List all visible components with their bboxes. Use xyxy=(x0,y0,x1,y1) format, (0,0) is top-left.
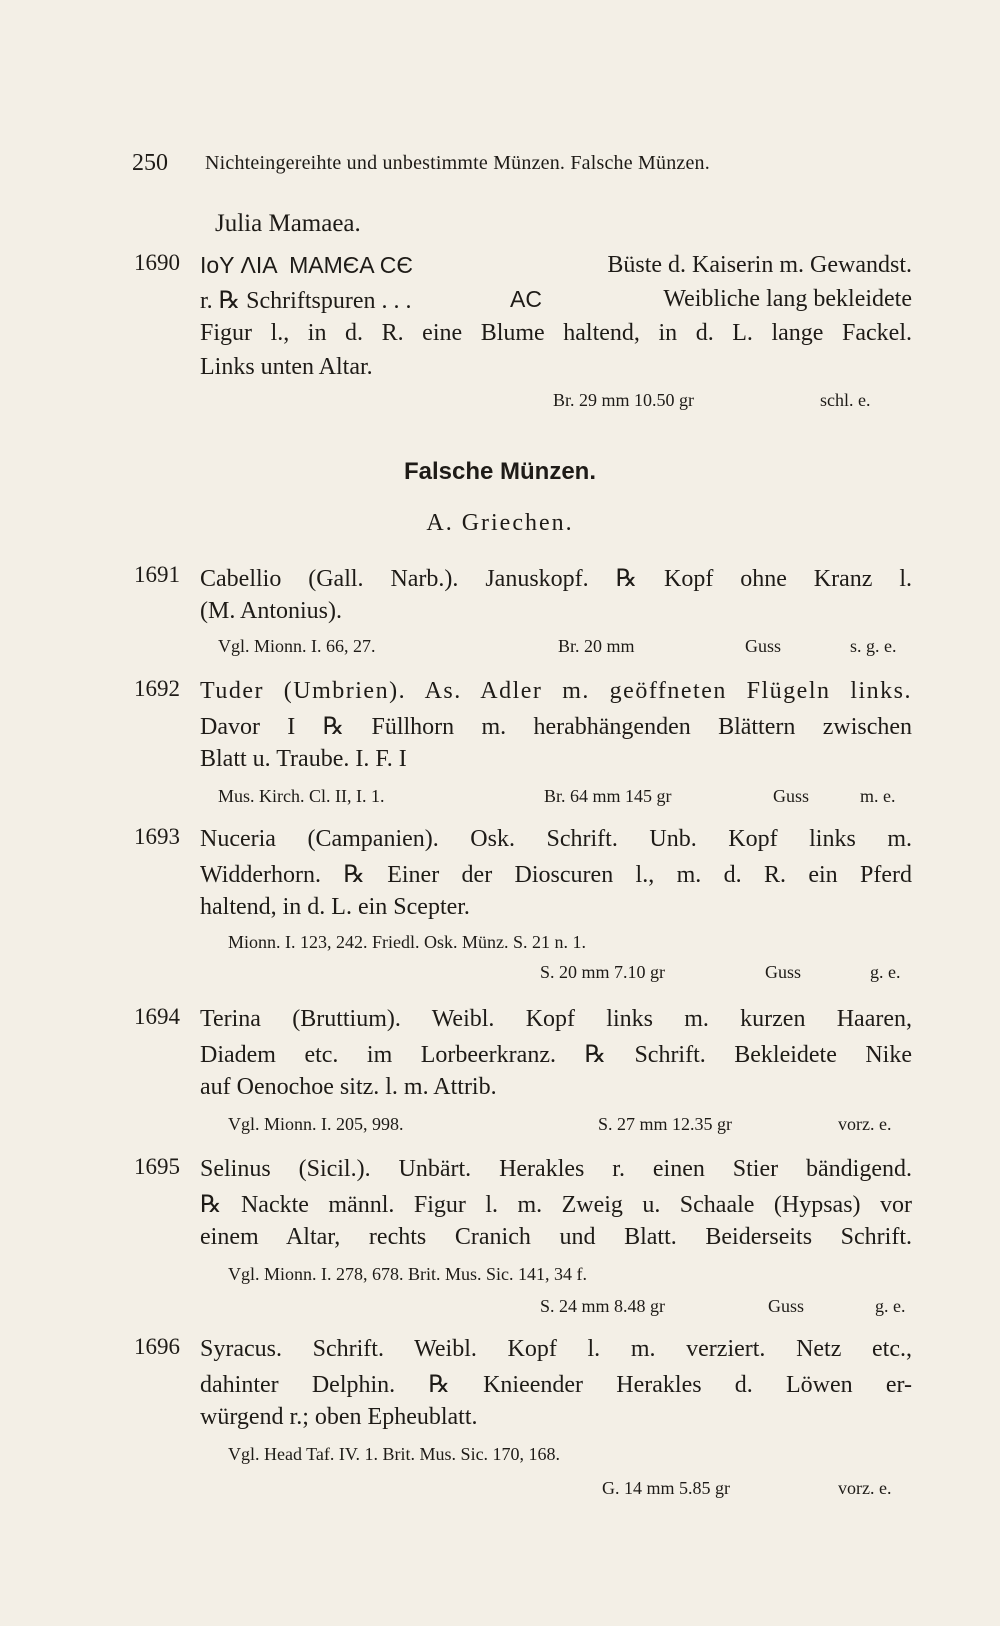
entry-number-1691: 1691 xyxy=(134,562,180,587)
entry-1692-condition: m. e. xyxy=(860,786,896,806)
entry-1692-line-2: Davor I ℞ Füllhorn m. herabhängenden Blättern zwischen xyxy=(200,714,912,740)
entry-1690-line-1-text: Büste d. Kaiserin m. Gewandst. xyxy=(607,252,912,278)
entry-1690-line-2 xyxy=(200,286,912,315)
reverse-legend: AC xyxy=(510,286,542,312)
entry-1690-line-2-a: r. ℞ Schriftspuren . . . xyxy=(200,288,412,314)
entry-1695-method: Guss xyxy=(768,1296,805,1316)
entry-1694-line-1: Terina (Bruttium). Weibl. Kopf links m. kurzen Haaren, xyxy=(200,1006,912,1032)
entry-1695-line-3: einem Altar, rechts Cranich und Blatt. Beiderseits Schrift. xyxy=(200,1224,912,1250)
entry-1693-method: Guss xyxy=(765,962,802,982)
entry-1692-method: Guss xyxy=(773,786,810,806)
entry-number-1694: 1694 xyxy=(134,1004,180,1029)
entry-1690-line-3: Figur l., in d. R. eine Blume haltend, in d. L. lange Fackel. xyxy=(200,320,912,346)
entry-1693-line-1: Nuceria (Campanien). Osk. Schrift. Unb. Kopf links m. xyxy=(200,826,912,852)
entry-1696-reference: Vgl. Head Taf. IV. 1. Brit. Mus. Sic. 170, 168. xyxy=(228,1444,561,1464)
entry-1692-line-1: Tuder (Umbrien). As. Adler m. geöffneten Flügeln links. xyxy=(200,678,912,704)
entry-1693-condition: g. e. xyxy=(870,962,901,982)
entry-1690-condition: schl. e. xyxy=(820,390,871,410)
entry-1695-size: S. 24 mm 8.48 gr xyxy=(540,1296,666,1316)
entry-1696-condition: vorz. e. xyxy=(838,1478,892,1498)
entry-1696-size: G. 14 mm 5.85 gr xyxy=(602,1478,730,1498)
entry-1694-size: S. 27 mm 12.35 gr xyxy=(598,1114,733,1134)
entry-1692-line-3: Blatt u. Traube. I. F. I xyxy=(200,746,407,772)
entry-1692-size: Br. 64 mm 145 gr xyxy=(544,786,672,806)
entry-1695-reference: Vgl. Mionn. I. 278, 678. Brit. Mus. Sic. 141, 34 f. xyxy=(228,1264,588,1284)
entry-number-1696: 1696 xyxy=(134,1334,180,1359)
entry-1691-size: Br. 20 mm xyxy=(558,636,635,656)
entry-1691-line-1: Cabellio (Gall. Narb.). Januskopf. ℞ Kopf ohne Kranz l. xyxy=(200,566,912,592)
entry-1696-line-3: würgend r.; oben Epheublatt. xyxy=(200,1404,478,1430)
entry-1695-condition: g. e. xyxy=(875,1296,906,1316)
entry-1696-line-1: Syracus. Schrift. Weibl. Kopf l. m. verziert. Netz etc., xyxy=(200,1336,912,1362)
entry-1693-line-3: haltend, in d. L. ein Scepter. xyxy=(200,894,470,920)
entry-1694-line-2: Diadem etc. im Lorbeerkranz. ℞ Schrift. Bekleidete Nike xyxy=(200,1042,912,1068)
entry-1690-size: Br. 29 mm 10.50 gr xyxy=(553,390,695,410)
section-heading-julia-mamaea: Julia Mamaea. xyxy=(215,210,361,237)
entry-1691-reference: Vgl. Mionn. I. 66, 27. xyxy=(218,636,376,656)
entry-1694-reference: Vgl. Mionn. I. 205, 998. xyxy=(228,1114,404,1134)
heading-griechen: A. Griechen. xyxy=(426,510,574,536)
entry-1690-line-2-b: Weibliche lang bekleidete xyxy=(663,286,912,312)
entry-1696-line-2: dahinter Delphin. ℞ Knieender Herakles d. Löwen er- xyxy=(200,1372,912,1398)
entry-1691-line-2: (M. Antonius). xyxy=(200,598,343,624)
entry-1695-line-2: ℞ Nackte männl. Figur l. m. Zweig u. Schaale (Hypsas) vor xyxy=(200,1192,912,1218)
entry-1692-reference: Mus. Kirch. Cl. II, I. 1. xyxy=(218,786,385,806)
entry-1693-line-2: Widderhorn. ℞ Einer der Dioscuren l., m. d. R. ein Pferd xyxy=(200,862,912,888)
obverse-legend: IoY ΛIA MAMЄA CЄ xyxy=(200,252,413,278)
entry-1694-condition: vorz. e. xyxy=(838,1114,892,1134)
entry-1690-line-1 xyxy=(200,252,912,280)
entry-number-1692: 1692 xyxy=(134,676,180,701)
entry-1690-line-4: Links unten Altar. xyxy=(200,354,373,380)
entry-1695-line-1: Selinus (Sicil.). Unbärt. Herakles r. einen Stier bändigend. xyxy=(200,1156,912,1182)
entry-1693-size: S. 20 mm 7.10 gr xyxy=(540,962,666,982)
entry-1691-condition: s. g. e. xyxy=(850,636,897,656)
entry-1691-method: Guss xyxy=(745,636,782,656)
heading-falsche-muenzen: Falsche Münzen. xyxy=(403,458,597,485)
entry-1693-reference: Mionn. I. 123, 242. Friedl. Osk. Münz. S. 21 n. 1. xyxy=(228,932,587,952)
entry-number-1690: 1690 xyxy=(134,250,180,275)
page-number: 250 xyxy=(132,150,168,176)
entry-number-1695: 1695 xyxy=(134,1154,180,1179)
running-title: Nichteingereihte und unbestimmte Münzen. Falsche Münzen. xyxy=(205,152,710,174)
entry-number-1693: 1693 xyxy=(134,824,180,849)
entry-1694-line-3: auf Oenochoe sitz. l. m. Attrib. xyxy=(200,1074,497,1100)
